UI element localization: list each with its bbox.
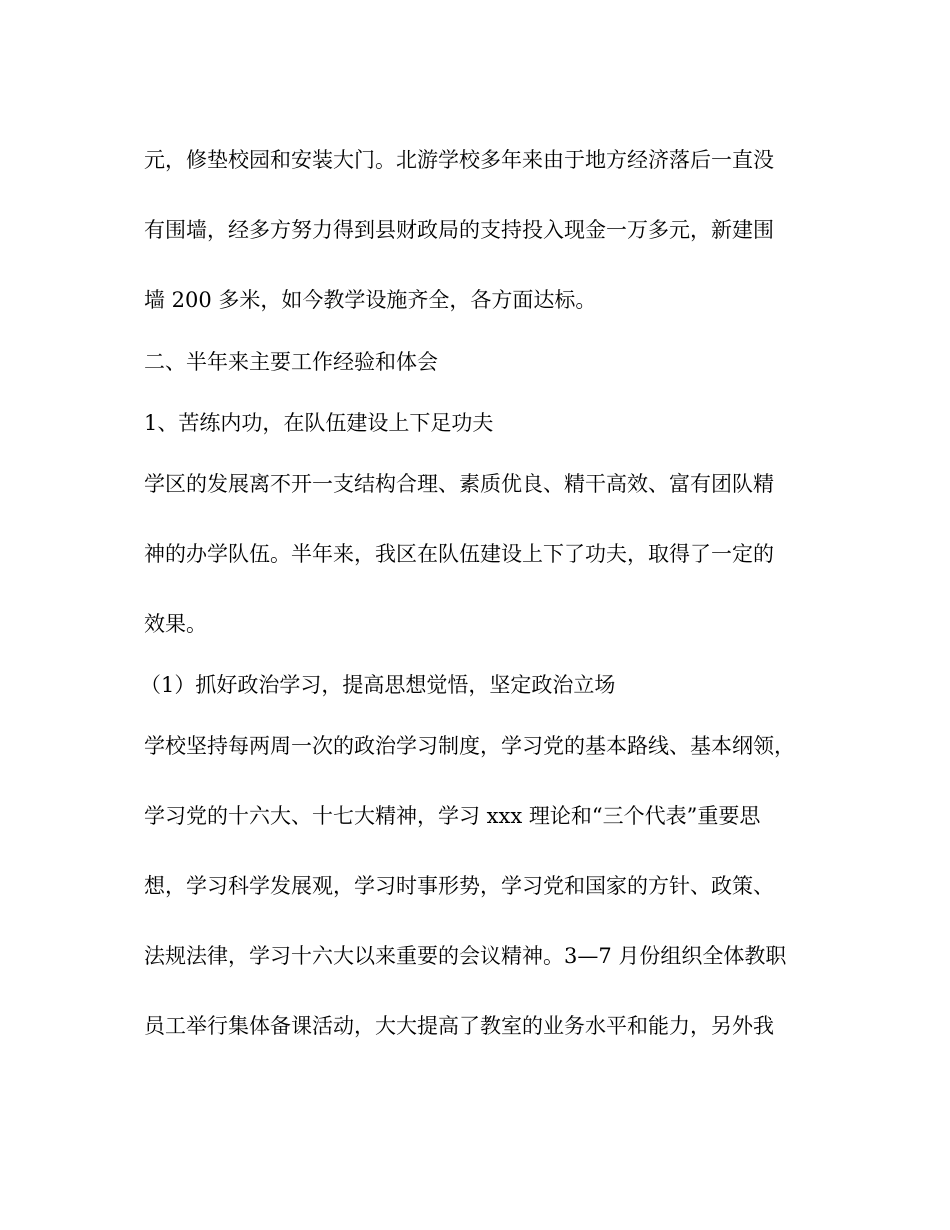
text-line-11: 学习党的十六大、十七大精神，学习 xxx 理论和“三个代表”重要思 [144, 804, 761, 828]
text-line-1: 元，修垫校园和安装大门。北游学校多年来由于地方经济落后一直没 [144, 148, 774, 172]
text-line-12: 想，学习科学发展观，学习时事形势，学习党和国家的方针、政策、 [144, 874, 774, 898]
text-line-14: 员工举行集体备课活动，大大提高了教室的业务水平和能力，另外我 [144, 1014, 774, 1038]
text-line-2: 有围墙，经多方努力得到县财政局的支持投入现金一万多元，新建围 [144, 218, 774, 242]
subsection-heading: 1、苦练内功，在队伍建设上下足功夫 [144, 411, 494, 435]
item-heading: （1）抓好政治学习，提高思想觉悟，坚定政治立场 [140, 673, 616, 697]
text-line-10: 学校坚持每两周一次的政治学习制度，学习党的基本路线、基本纲领， [144, 734, 795, 758]
text-line-3: 墙 200 多米，如今教学设施齐全，各方面达标。 [144, 288, 597, 312]
text-line-6: 学区的发展离不开一支结构合理、素质优良、精干高效、富有团队精 [144, 472, 774, 496]
text-line-7: 神的办学队伍。半年来，我区在队伍建设上下了功夫，取得了一定的 [144, 542, 774, 566]
text-line-13: 法规法律，学习十六大以来重要的会议精神。3—7 月份组织全体教职 [144, 944, 787, 968]
text-line-8: 效果。 [144, 612, 207, 636]
section-heading: 二、半年来主要工作经验和体会 [144, 350, 438, 374]
